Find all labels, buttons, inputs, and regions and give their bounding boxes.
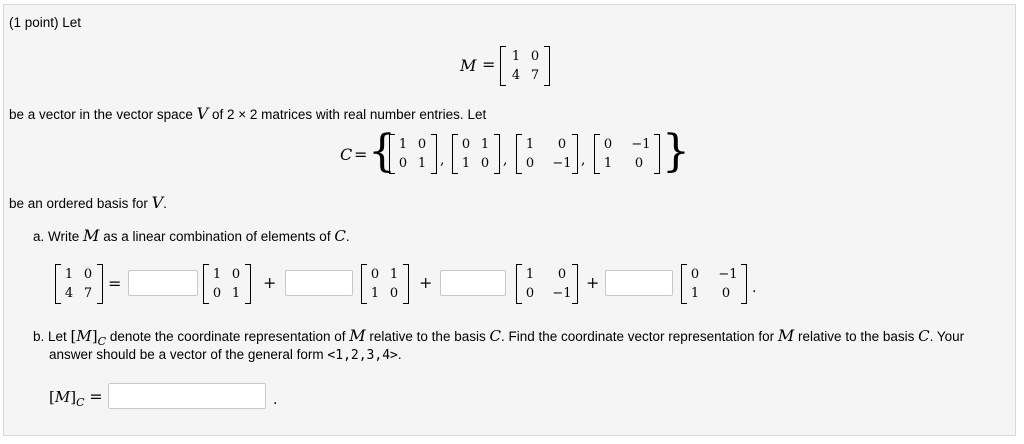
basis-matrix-2: 0 1 1 0 [452, 134, 500, 174]
m-symbol: M [83, 226, 100, 245]
basis-matrix-3: 1 0 0 −1 [516, 264, 578, 304]
left-brace-icon: { [368, 126, 396, 177]
vector-space-text: be a vector in the vector space V of 2 × 2 matrices with real number entries. Let [9, 104, 487, 123]
matrix-entry: 7 [530, 68, 540, 83]
ordered-basis-text: be an ordered basis for V. [9, 193, 167, 212]
plus-sign: + [419, 273, 433, 292]
matrix-entry: 0 [530, 49, 540, 64]
coefficient-input-1[interactable] [128, 270, 198, 296]
equals-sign: = [482, 55, 496, 74]
example-form: <1,2,3,4> [327, 348, 398, 363]
matrix-entry: 1 [511, 49, 521, 64]
c-symbol: C [340, 145, 353, 164]
m-symbol: M [460, 56, 477, 75]
part-b-prompt-line2: answer should be a vector of the general form <1,2,3,4>. [49, 347, 402, 363]
basis-matrix-3: 1 0 0 −1 [516, 134, 578, 174]
coordinate-vector-input[interactable] [108, 383, 266, 409]
basis-matrix-1: 1 0 0 1 [389, 134, 437, 174]
coordinate-vector-label: $[M]_C$ = [49, 387, 103, 409]
plus-sign: + [586, 273, 600, 292]
equals-sign: = [354, 145, 368, 164]
v-symbol: V [151, 193, 164, 212]
m-matrix-lhs: 1 0 4 7 [55, 264, 103, 304]
basis-matrix-1: 1 0 0 1 [203, 264, 251, 304]
m-matrix [500, 46, 550, 86]
problem-header: (1 point) Let [9, 15, 82, 30]
coefficient-input-2[interactable] [285, 270, 353, 296]
part-b-prompt-line1: b. Let $[M]_C$ denote the coordinate representation of M relative to the basis C. Find the coordinate vector representation for M relative to the basis C. Your [33, 326, 965, 348]
basis-matrix-4: 0 −1 1 0 [594, 134, 660, 174]
period: . [752, 280, 757, 296]
c-symbol: C [334, 227, 346, 245]
matrix-entry: 4 [511, 68, 521, 83]
coefficient-input-3[interactable] [440, 270, 506, 296]
part-a-prompt: a. Write M as a linear combination of elements of C. [33, 226, 350, 245]
right-brace-icon: } [662, 126, 690, 177]
comma: , [581, 152, 586, 168]
equals-sign: = [108, 274, 122, 293]
plus-sign: + [263, 273, 277, 292]
basis-matrix-2: 0 1 1 0 [361, 264, 409, 304]
basis-matrix-4: 0 −1 1 0 [681, 264, 747, 304]
coefficient-input-4[interactable] [605, 270, 673, 296]
comma: , [503, 152, 508, 168]
v-symbol: V [196, 104, 209, 123]
period: . [273, 392, 278, 408]
comma: , [440, 152, 445, 168]
